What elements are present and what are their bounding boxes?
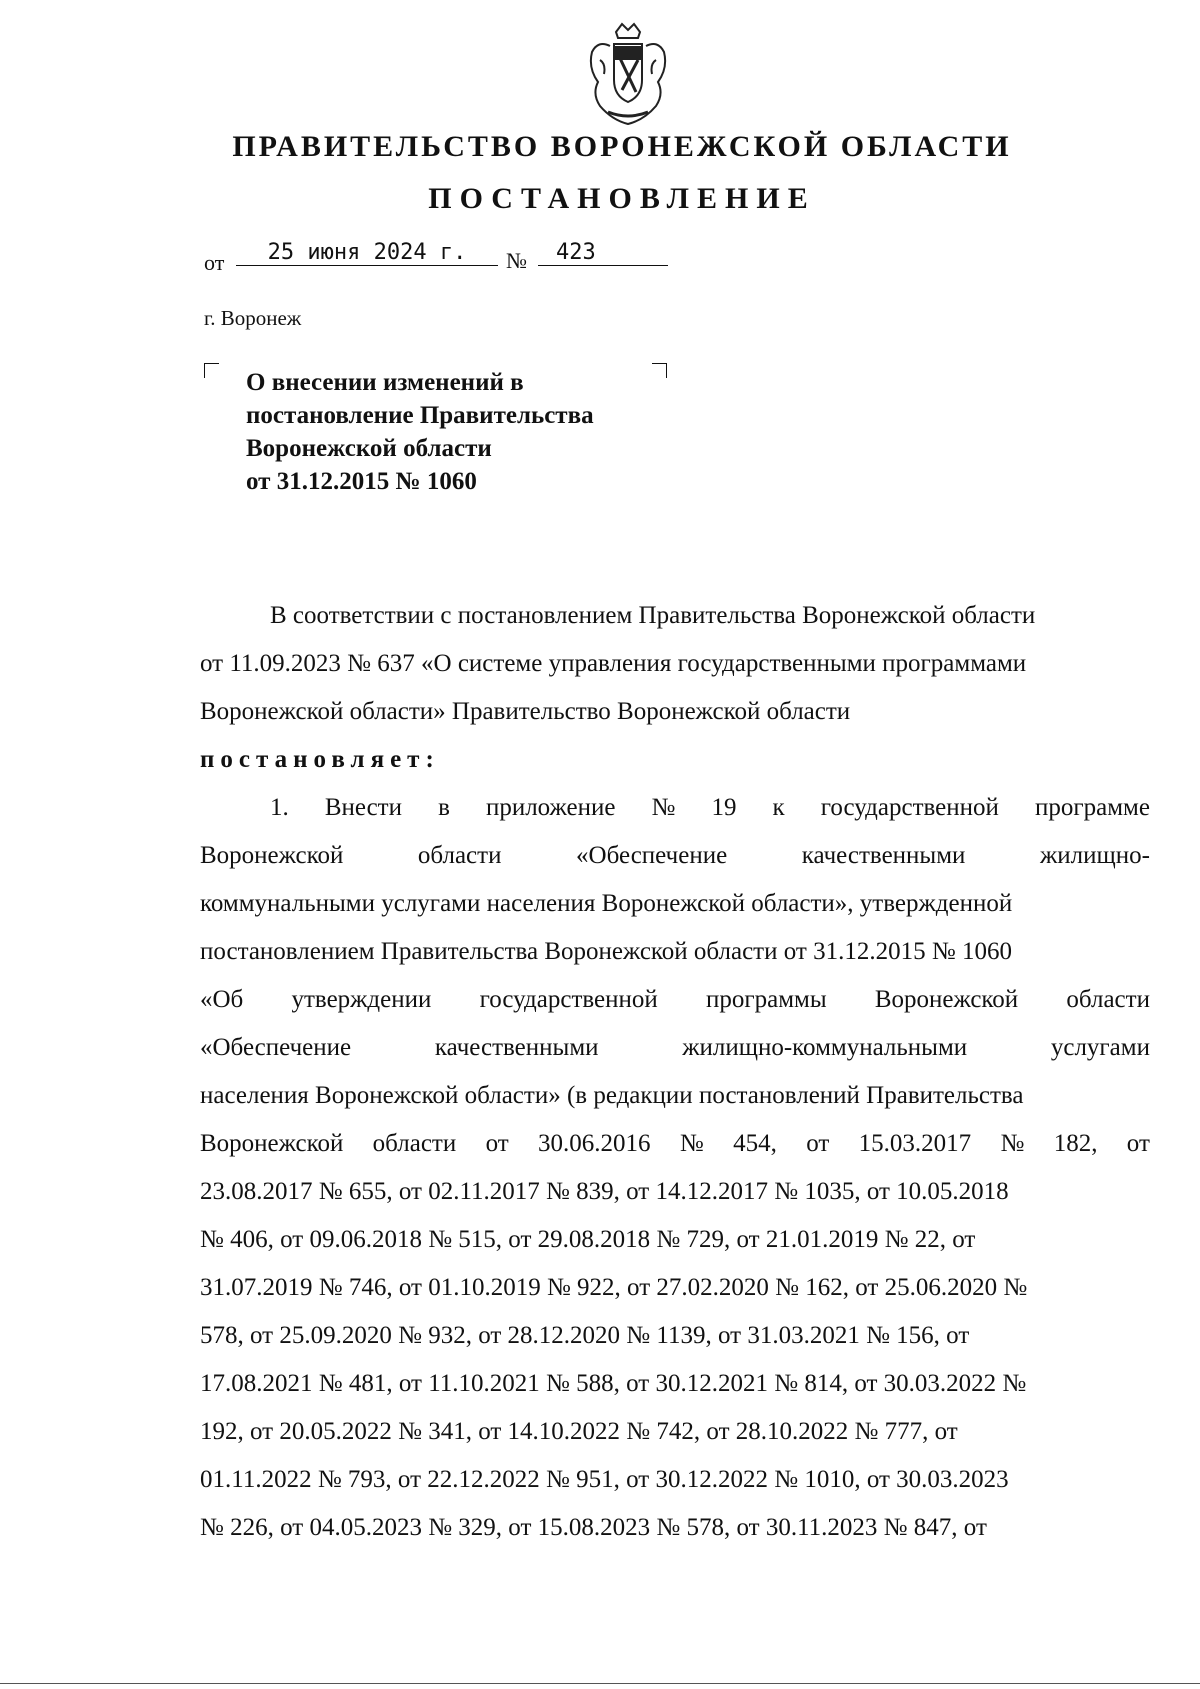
- text-span: коммунальными услугами населения Воронежской области», утвержденной: [200, 890, 1013, 917]
- body-line: [200, 1168, 1150, 1216]
- text-span: № 406, от 09.06.2018 № 515, от 29.08.2018 № 729, от 21.01.2019 № 22, от: [200, 1226, 976, 1253]
- word: программы: [705, 986, 827, 1013]
- word: 454,: [733, 1130, 777, 1157]
- body-line: [200, 688, 1150, 736]
- word: 30.06.2016: [538, 1130, 651, 1157]
- text-span: № 226, от 04.05.2023 № 329, от 15.08.2023 № 578, от 30.11.2023 № 847, от: [200, 1514, 987, 1541]
- text-span: от 11.09.2023 № 637 «О системе управления государственными программами: [200, 650, 1027, 677]
- text-span: постановлением Правительства Воронежской области от 31.12.2015 № 1060: [200, 938, 1012, 965]
- word: жилищно-коммунальными: [682, 1034, 968, 1061]
- word: 1.: [270, 794, 289, 821]
- word: в: [438, 794, 450, 821]
- date-number-line: [204, 240, 664, 280]
- body-line: [200, 1072, 1150, 1120]
- word: от: [806, 1130, 830, 1157]
- word: «Обеспечение: [200, 1034, 352, 1061]
- decree-subject: [246, 366, 594, 498]
- word: «Об: [200, 986, 244, 1013]
- body-line: [200, 832, 1150, 880]
- body-line: [200, 784, 1150, 832]
- word: области: [417, 842, 502, 869]
- text-span: В соответствии с постановлением Правительства Воронежской области: [270, 602, 1036, 629]
- word: Внести: [324, 794, 402, 821]
- body-line: [200, 640, 1150, 688]
- text-span: Воронежской области» Правительство Воронежской области: [200, 698, 851, 725]
- body-line: [200, 976, 1150, 1024]
- subject-line: постановление Правительства: [246, 402, 594, 429]
- word: от: [1126, 1130, 1150, 1157]
- word: Воронежской: [874, 986, 1019, 1013]
- body-line: [200, 1264, 1150, 1312]
- word: Воронежской: [200, 1130, 344, 1157]
- text-span: 192, от 20.05.2022 № 341, от 14.10.2022 № 742, от 28.10.2022 № 777, от: [200, 1418, 958, 1445]
- word: области: [372, 1130, 457, 1157]
- word: государственной: [479, 986, 658, 1013]
- title-bracket-left: [204, 363, 219, 378]
- word: качественными: [434, 1034, 599, 1061]
- word: услугами: [1050, 1034, 1150, 1061]
- body-line: [200, 1504, 1150, 1552]
- text-span: 01.11.2022 № 793, от 22.12.2022 № 951, от 30.12.2022 № 1010, от 30.03.2023: [200, 1466, 1009, 1493]
- word: №: [1000, 1130, 1025, 1157]
- body-line: [200, 1456, 1150, 1504]
- word: 15.03.2017: [858, 1130, 972, 1157]
- word: качественными: [801, 842, 966, 869]
- word: жилищно-: [1039, 842, 1150, 869]
- text-span: 31.07.2019 № 746, от 01.10.2019 № 922, от 27.02.2020 № 162, от 25.06.2020 №: [200, 1274, 1028, 1301]
- body-line: [200, 1120, 1150, 1168]
- word: к: [772, 794, 785, 821]
- page-bottom-rule: [0, 1683, 1200, 1684]
- word: государственной: [820, 794, 999, 821]
- body-line: [200, 1408, 1150, 1456]
- body-line: [200, 880, 1150, 928]
- body-line: [200, 1360, 1150, 1408]
- text-span: 578, от 25.09.2020 № 932, от 28.12.2020 № 1139, от 31.03.2021 № 156, от: [200, 1322, 970, 1349]
- body-line: [200, 1312, 1150, 1360]
- body-line: [200, 928, 1150, 976]
- title-bracket-right: [652, 363, 667, 378]
- word: от: [485, 1130, 509, 1157]
- body-line: [200, 1216, 1150, 1264]
- decree-date: 25 июня 2024 г.: [236, 240, 498, 266]
- word: программе: [1034, 794, 1150, 821]
- text-span: 17.08.2021 № 481, от 11.10.2021 № 588, от 30.12.2021 № 814, от 30.03.2022 №: [200, 1370, 1027, 1397]
- subject-line: Воронежской области: [246, 435, 492, 462]
- text-span: населения Воронежской области» (в редакции постановлений Правительства: [200, 1082, 1024, 1109]
- word: приложение: [485, 794, 616, 821]
- word: №: [651, 794, 676, 821]
- decree-number: 423: [538, 240, 668, 266]
- city: г. Воронеж: [204, 306, 302, 330]
- word: утверждении: [291, 986, 432, 1013]
- word: 19: [711, 794, 737, 821]
- word: 182,: [1053, 1130, 1098, 1157]
- word: области: [1066, 986, 1150, 1013]
- document-body: [200, 592, 1150, 1552]
- decides-label: постановляет:: [200, 746, 440, 773]
- word: «Обеспечение: [576, 842, 728, 869]
- number-prefix: №: [506, 248, 527, 273]
- text-span: 23.08.2017 № 655, от 02.11.2017 № 839, от 14.12.2017 № 1035, от 10.05.2018: [200, 1178, 1009, 1205]
- word: Воронежской: [200, 842, 344, 869]
- body-line: [200, 592, 1150, 640]
- date-prefix: от: [204, 250, 225, 275]
- word: №: [679, 1130, 704, 1157]
- body-line: [200, 736, 1150, 784]
- subject-line: О внесении изменений в: [246, 369, 524, 396]
- government-name: ПРАВИТЕЛЬСТВО ВОРОНЕЖСКОЙ ОБЛАСТИ: [232, 130, 1012, 163]
- document-type: ПОСТАНОВЛЕНИЕ: [428, 182, 816, 215]
- subject-line: от 31.12.2015 № 1060: [246, 468, 477, 495]
- body-line: [200, 1024, 1150, 1072]
- coat-of-arms-icon: [578, 20, 678, 130]
